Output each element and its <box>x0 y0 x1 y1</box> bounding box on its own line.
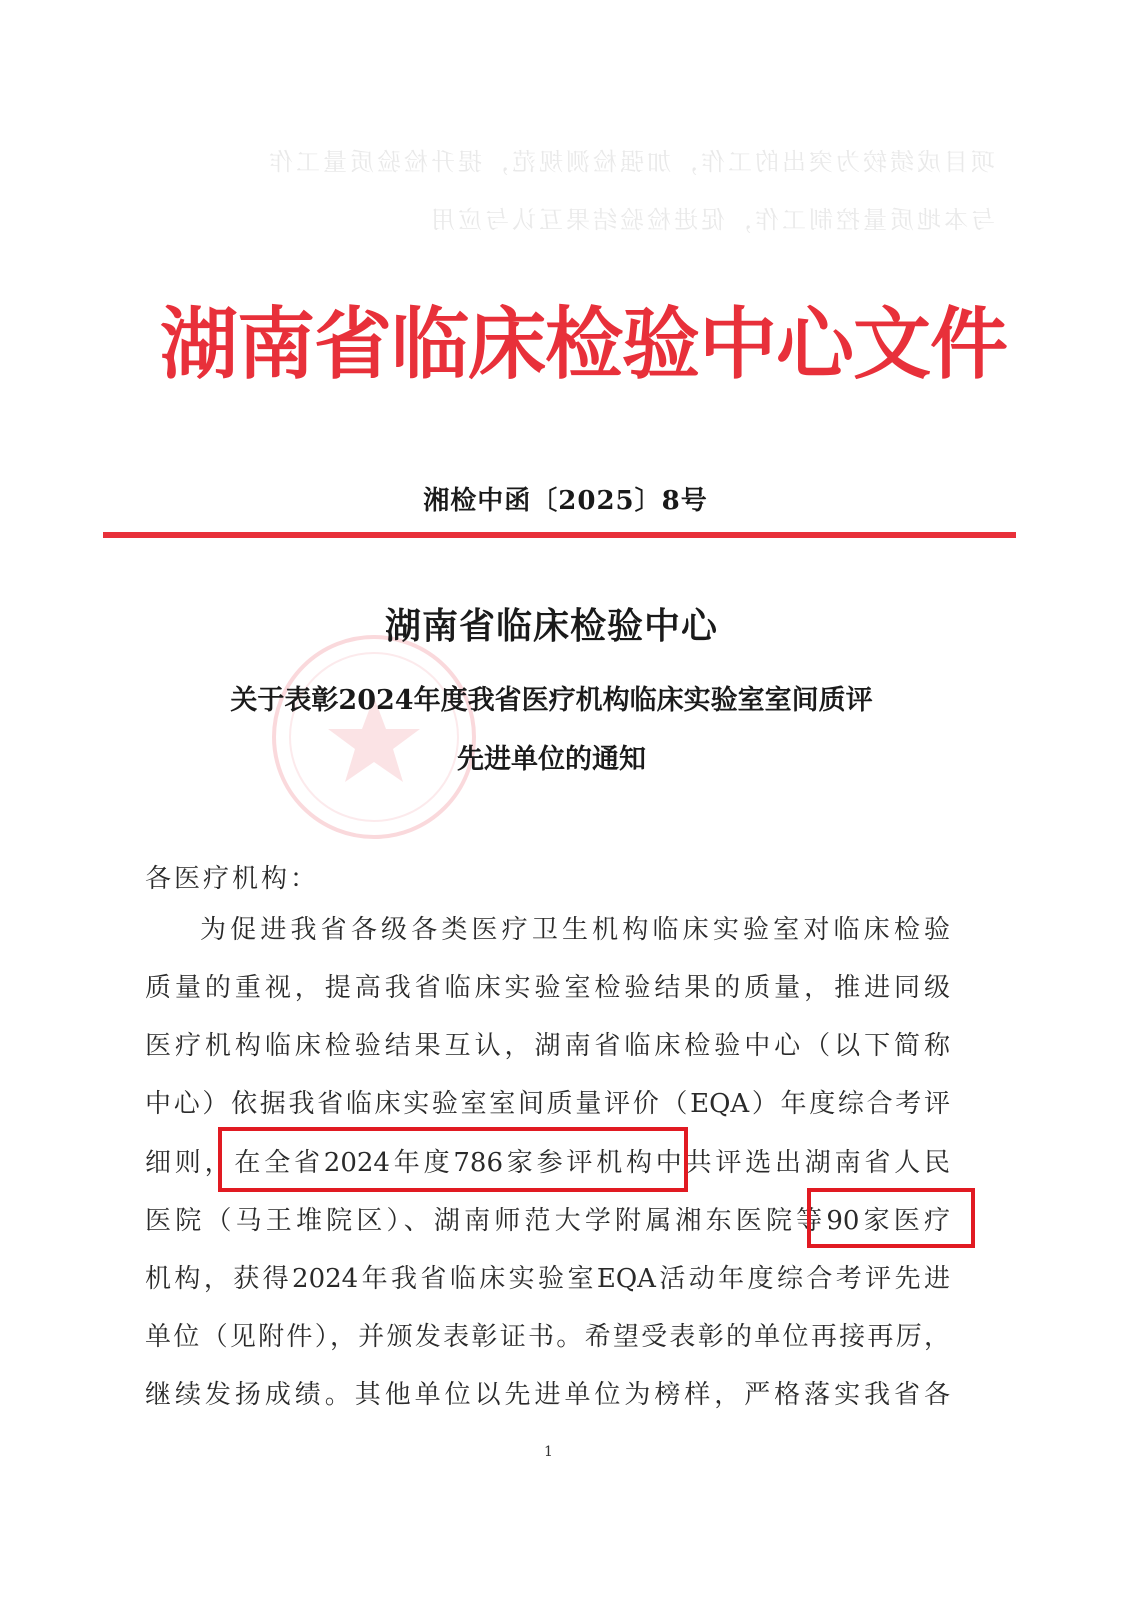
body-line: 机构，获得2024年我省临床实验室EQA活动年度综合考评先进 <box>145 1264 950 1294</box>
notice-issuer-title: 湖南省临床检验中心 <box>384 606 718 647</box>
highlight-box-award-count <box>807 1188 975 1248</box>
masthead-title: 湖南省临床检验中心文件 <box>160 300 1008 390</box>
salutation: 各医疗机构： <box>145 864 320 894</box>
body-line: 细则，在全省2024年度786家参评机构中共评选出湖南省人民 <box>145 1148 950 1178</box>
body-line: 质量的重视，提高我省临床实验室检验结果的质量，推进同级 <box>145 973 950 1003</box>
document-number: 湘检中函〔2025〕8号 <box>423 486 708 516</box>
body-line: 中心）依据我省临床实验室室间质量评价（EQA）年度综合考评 <box>145 1089 950 1119</box>
body-line: 为促进我省各级各类医疗卫生机构临床实验室对临床检验 <box>200 915 950 945</box>
notice-title-line-2: 先进单位的通知 <box>457 744 646 775</box>
red-divider-rule <box>103 532 1016 538</box>
show-through-text: 与本地质量控制工作，促进检验结果互认与应用 <box>428 206 995 234</box>
body-line: 继续发扬成绩。其他单位以先进单位为榜样，严格落实我省各 <box>145 1380 950 1410</box>
notice-title-line-1: 关于表彰2024年度我省医疗机构临床实验室室间质评 <box>230 685 873 716</box>
highlight-box-participants <box>218 1127 688 1192</box>
page-number: 1 <box>544 1444 553 1460</box>
body-line: 单位（见附件），并颁发表彰证书。希望受表彰的单位再接再厉， <box>145 1322 950 1352</box>
body-line: 医疗机构临床检验结果互认，湖南省临床检验中心（以下简称 <box>145 1031 950 1061</box>
body-line: 医院（马王堆院区）、湖南师范大学附属湘东医院等90家医疗 <box>145 1206 950 1236</box>
show-through-text: 项目成绩较为突出的工作，加强检测规范，提升检验质量工作 <box>266 148 995 176</box>
